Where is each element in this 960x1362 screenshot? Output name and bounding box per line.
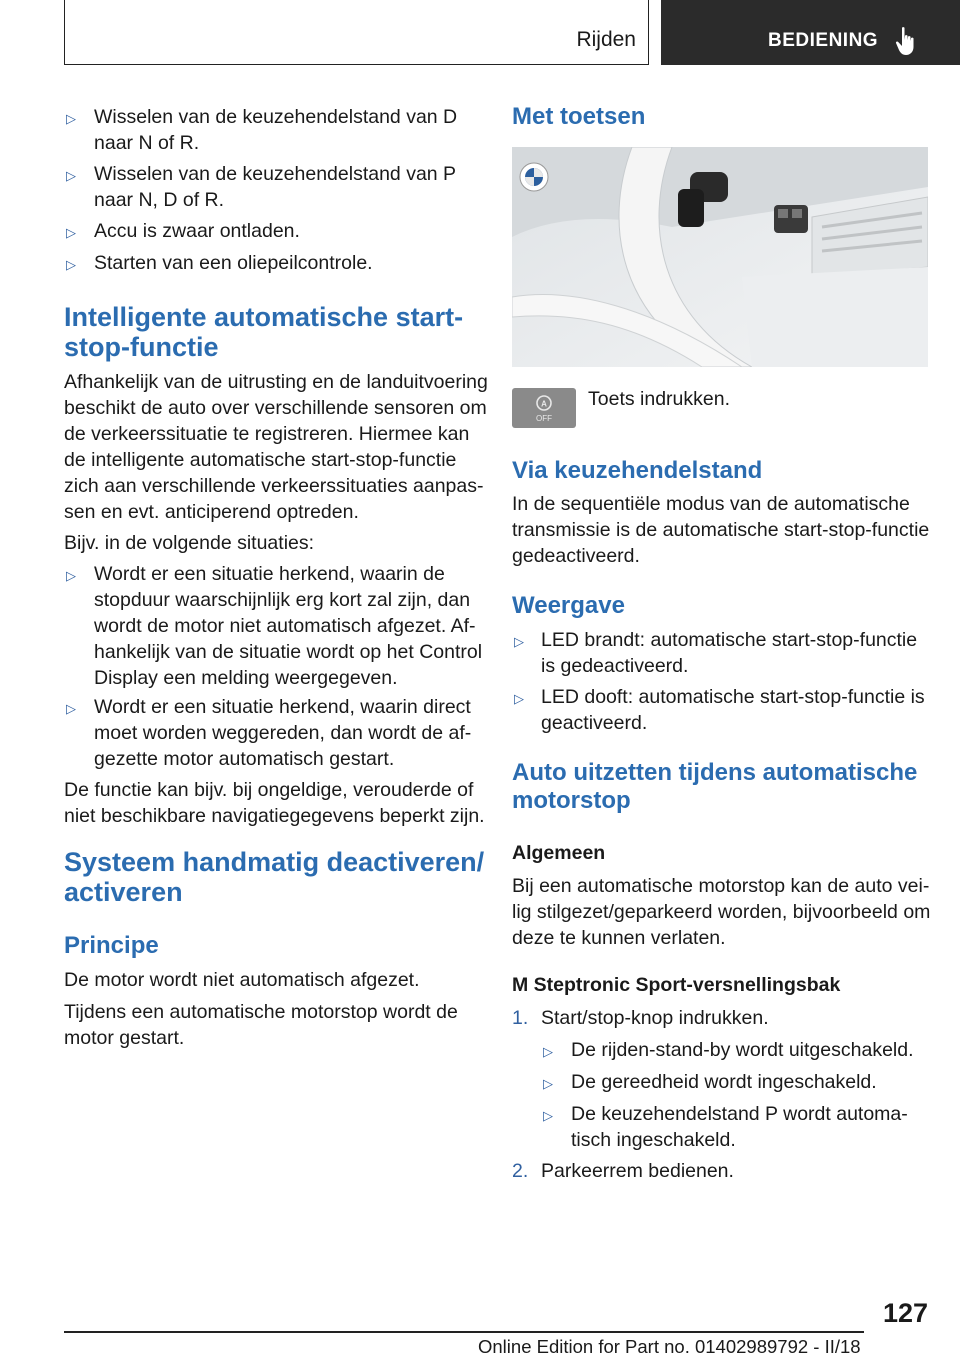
list-item-line: moet worden weggereden, dan wordt de af-	[94, 722, 472, 744]
step-text: Parkeerrem bedienen.	[541, 1160, 734, 1182]
paragraph-line: Bij een automatische motorstop kan de auto vei-	[512, 875, 930, 897]
list-item-line: De keuzehendelstand P wordt automa-	[571, 1103, 908, 1125]
bullet-marker: ▷	[66, 168, 76, 183]
bullet-marker: ▷	[66, 225, 76, 240]
pointing-hand-icon	[895, 26, 919, 56]
paragraph-line: Tijdens een automatische motorstop wordt de	[64, 1001, 458, 1023]
chapter-tab	[661, 0, 960, 65]
list-item-line: De rijden-stand-by wordt uitgeschakeld.	[571, 1039, 914, 1061]
list-item-line: tisch ingeschakeld.	[571, 1129, 736, 1151]
bullet-marker: ▷	[543, 1076, 553, 1091]
heading-intelligent-start-stop: stop-functie	[64, 332, 219, 362]
list-item-line: De gereedheid wordt ingeschakeld.	[571, 1071, 877, 1093]
auto-start-stop-button-icon	[512, 388, 576, 428]
bullet-marker: ▷	[66, 568, 76, 583]
paragraph-line: zich aan verschillende verkeerssituaties aanpas-	[64, 475, 484, 497]
list-item-line: naar N of R.	[94, 132, 200, 154]
step-number: 2.	[512, 1160, 529, 1182]
list-item-line: Starten van een oliepeilcontrole.	[94, 252, 373, 274]
svg-text:OFF: OFF	[536, 414, 552, 423]
paragraph-line: de verkeerssituatie te registreren. Hiermee kan	[64, 423, 470, 445]
paragraph-line: motor gestart.	[64, 1027, 185, 1049]
heading-auto-uitzetten: motorstop	[512, 787, 631, 814]
bullet-marker: ▷	[514, 691, 524, 706]
list-item-line: LED brandt: automatische start-stop-functie	[541, 629, 918, 651]
paragraph-line: gedeactiveerd.	[512, 545, 640, 567]
paragraph-line: transmissie is de automatische start-stop-functie	[512, 519, 930, 541]
page-number: 127	[882, 1298, 928, 1328]
step-text: Start/stop-knop indrukken.	[541, 1007, 769, 1029]
list-item-line: is gedeactiveerd.	[541, 655, 689, 677]
list-item-line: Wisselen van de keuzehendelstand van P	[94, 163, 457, 185]
paragraph-line: De motor wordt niet automatisch afgezet.	[64, 969, 420, 991]
paragraph-line: De functie kan bijv. bij ongeldige, verouderde of	[64, 779, 474, 801]
heading-manual-deactivate: activeren	[64, 877, 183, 907]
bullet-marker: ▷	[543, 1108, 553, 1123]
paragraph-line: deze te kunnen verlaten.	[512, 927, 726, 949]
list-item-line: naar N, D of R.	[94, 189, 225, 211]
header-section-box	[64, 0, 649, 65]
paragraph-line: sen en evt. anticiperend optreden.	[64, 501, 359, 523]
subheading-algemeen: Algemeen	[512, 842, 606, 864]
paragraph-line: de intelligente automatische start-stop-functie	[64, 449, 457, 471]
svg-text:A: A	[541, 399, 547, 409]
bullet-marker: ▷	[66, 701, 76, 716]
heading-met-toetsen: Met toetsen	[512, 103, 646, 130]
list-item-line: Wordt er een situatie herkend, waarin de	[94, 563, 445, 585]
dashboard-photo	[512, 147, 928, 367]
dashboard-illustration	[512, 147, 928, 367]
paragraph-line: beschikt de auto over verschillende sensoren om	[64, 397, 487, 419]
heading-auto-uitzetten: Auto uitzetten tijdens automatische	[512, 759, 918, 786]
list-item-line: Accu is zwaar ontladen.	[94, 220, 300, 242]
section-title: Rijden	[576, 28, 636, 51]
paragraph-line: lig stilgezet/geparkeerd worden, bijvoorbeeld om	[512, 901, 931, 923]
list-item-line: Wisselen van de keuzehendelstand van D	[94, 106, 458, 128]
paragraph-line: Bijv. in de volgende situaties:	[64, 532, 315, 554]
footer-rule	[64, 1331, 864, 1333]
paragraph-line: Afhankelijk van de uitrusting en de landuitvoering	[64, 371, 488, 393]
heading-manual-deactivate: Systeem handmatig deactiveren/	[64, 847, 485, 877]
chapter-title: BEDIENING	[768, 30, 879, 51]
bullet-marker: ▷	[543, 1044, 553, 1059]
heading-principe: Principe	[64, 932, 159, 959]
bullet-marker: ▷	[66, 257, 76, 272]
list-item-line: gezette motor automatisch gestart.	[94, 748, 395, 770]
paragraph-line: In de sequentiële modus van de automatische	[512, 493, 910, 515]
list-item-line: LED dooft: automatische start-stop-functie is	[541, 686, 925, 708]
bullet-marker: ▷	[66, 111, 76, 126]
list-item-line: Display een melding weergegeven.	[94, 667, 398, 689]
list-item-line: Wordt er een situatie herkend, waarin direct	[94, 696, 471, 718]
heading-via-keuzehendelstand: Via keuzehendelstand	[512, 457, 763, 484]
list-item-line: wordt de motor niet automatisch afgezet. Af-	[94, 615, 476, 637]
list-item-line: geactiveerd.	[541, 712, 648, 734]
list-item-line: hankelijk van de situatie wordt op het Control	[94, 641, 483, 663]
heading-intelligent-start-stop: Intelligente automatische start-	[64, 302, 464, 332]
subheading-steptronic: M Steptronic Sport-versnellingsbak	[512, 974, 841, 996]
image-caption: Toets indrukken.	[588, 388, 730, 410]
heading-weergave: Weergave	[512, 592, 625, 619]
step-number: 1.	[512, 1007, 529, 1029]
paragraph-line: niet beschikbare navigatiegegevens beperkt zijn.	[64, 805, 485, 827]
bullet-marker: ▷	[514, 634, 524, 649]
edition-note: Online Edition for Part no. 01402989792 - II/18	[478, 1336, 861, 1357]
list-item-line: stopduur waarschijnlijk erg kort zal zijn, dan	[94, 589, 471, 611]
